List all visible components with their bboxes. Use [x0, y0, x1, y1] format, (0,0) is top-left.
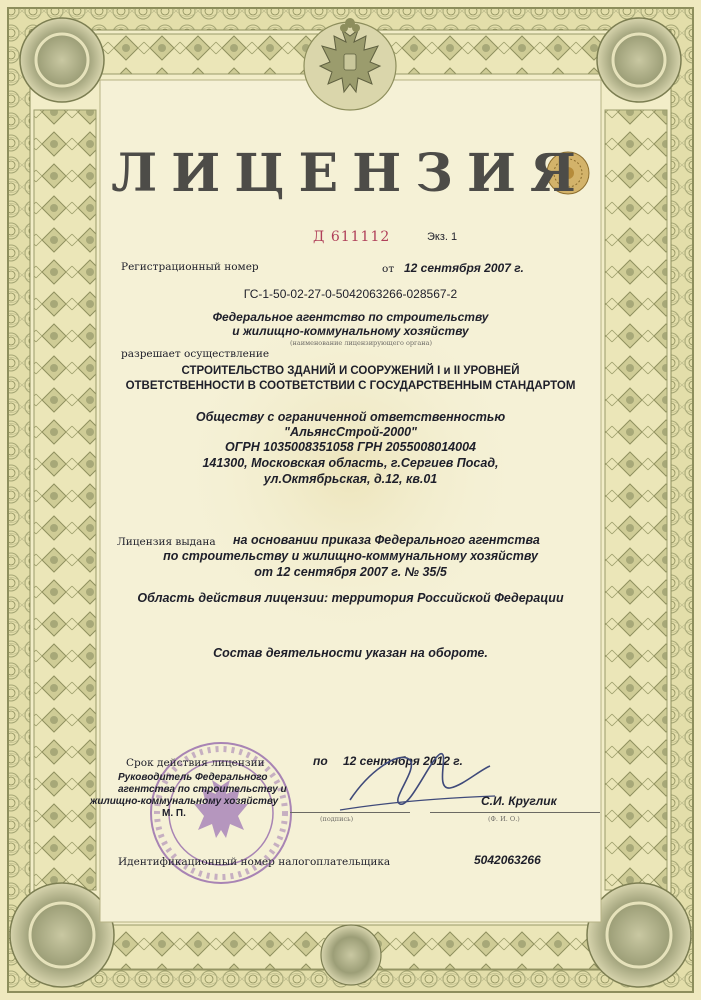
registration-date: 12 сентября 2007 г. [404, 261, 524, 275]
registration-number: ГС-1-50-02-27-0-5042063266-028567-2 [243, 287, 458, 301]
copy-number: Экз. 1 [427, 231, 458, 243]
basis-line-3: от 12 сентября 2007 г. № 35/5 [254, 565, 447, 579]
license-number: Д 611112 [313, 229, 391, 245]
validity-date: 12 сентября 2012 г. [343, 754, 463, 768]
coat-of-arms-icon [300, 14, 400, 114]
licensee-line-5: ул.Октябрьская, д.12, кв.01 [263, 472, 438, 486]
inn-label: Идентификационный номер налогоплательщика [118, 856, 391, 868]
scope: Область действия лицензии: территория Российской Федерации [137, 591, 564, 605]
registration-date-prefix: от [382, 263, 395, 275]
licensee-line-3: ОГРН 1035008351058 ГРН 2055008014004 [225, 440, 476, 454]
seal-mark: М. П. [162, 808, 186, 819]
agency-line-2: и жилищно-коммунальному хозяйству [232, 324, 469, 338]
document-title: ЛИЦЕНЗИЯ [111, 143, 590, 204]
activity-line-1: СТРОИТЕЛЬСТВО ЗДАНИЙ И СООРУЖЕНИЙ I и II УРОВНЕЙ [181, 365, 520, 377]
licensee-line-1: Обществу с ограниченной ответственностью [195, 410, 506, 424]
validity-label: Срок действия лицензии [126, 757, 265, 769]
head-line-1: Руководитель Федерального [118, 772, 268, 783]
basis-line-1: на основании приказа Федерального агентства [233, 533, 540, 547]
signature-line [290, 812, 410, 813]
reverse-note: Состав деятельности указан на обороте. [213, 646, 488, 660]
inn-value: 5042063266 [474, 853, 541, 867]
activity-line-2: ОТВЕТСТВЕННОСТИ В СООТВЕТСТВИИ С ГОСУДАРСТВЕННЫМ СТАНДАРТОМ [125, 380, 576, 392]
validity-prefix: по [313, 754, 328, 768]
name-caption: (Ф. И. О.) [488, 815, 520, 823]
basis-label: Лицензия выдана [117, 536, 216, 548]
agency-caption: (наименование лицензирующего органа) [290, 339, 433, 347]
licensee-line-4: 141300, Московская область, г.Сергиев Посад, [202, 456, 499, 470]
head-line-3: жилищно-коммунальному хозяйству [90, 796, 279, 807]
basis-line-2: по строительству и жилищно-коммунальному хозяйству [163, 549, 538, 563]
signature-caption: (подпись) [320, 815, 354, 823]
signature-icon [330, 740, 500, 820]
licensee-line-2: "АльянсСтрой-2000" [284, 425, 417, 439]
permits-label: разрешает осуществление [121, 348, 270, 360]
head-name: С.И. Круглик [481, 794, 557, 808]
agency-line-1: Федеральное агентство по строительству [212, 310, 489, 324]
registration-label: Регистрационный номер [121, 261, 259, 273]
head-line-2: агентства по строительству и [118, 784, 287, 795]
name-line [430, 812, 600, 813]
